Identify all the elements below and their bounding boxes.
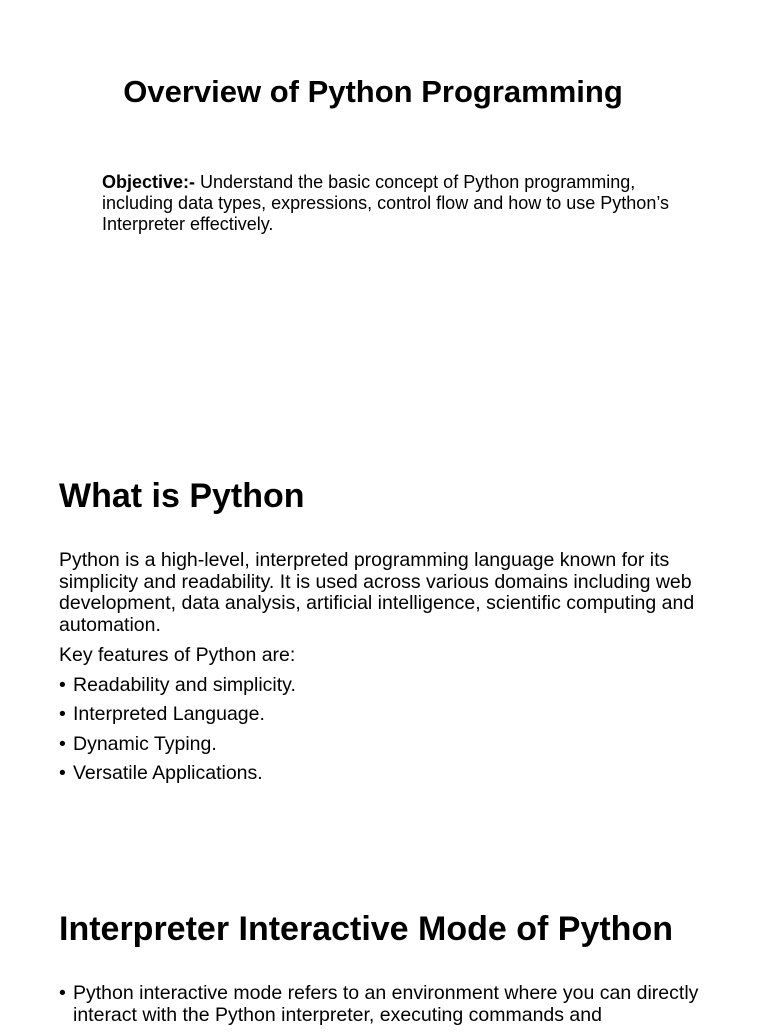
feature-text: Interpreted Language. (73, 703, 265, 726)
feature-text: Dynamic Typing. (73, 732, 217, 755)
interpreter-bullet-text: Python interactive mode refers to an environment where you can directly interact with the Python interpreter, executing commands and (73, 982, 699, 1026)
interpreter-bullet-list (59, 983, 719, 1034)
bullet-icon: • (59, 982, 66, 1004)
bullet-icon: • (59, 674, 66, 696)
list-item (59, 763, 296, 785)
bullet-icon: • (59, 762, 66, 785)
bullet-icon: • (59, 732, 66, 755)
what-is-python-heading: What is Python (59, 477, 305, 515)
interpreter-mode-heading: Interpreter Interactive Mode of Python (59, 910, 673, 948)
feature-text: Readability and simplicity. (73, 674, 296, 696)
bullet-icon: • (59, 703, 66, 726)
key-features-lead: Key features of Python are: (59, 644, 296, 666)
objective-label: Objective:- (102, 172, 196, 192)
python-intro-paragraph: Python is a high-level, interpreted programming language known for its simplicity and readability. It is used across various domains including web development, data analysis, artificial intelligence, scientific computing and automation. (59, 549, 695, 637)
objective-paragraph (102, 172, 682, 235)
objective-text: Understand the basic concept of Python programming, including data types, expressions, control flow and how to use Python’s Interpreter effectively. (102, 172, 669, 234)
feature-text: Versatile Applications. (73, 762, 263, 785)
list-item (59, 734, 296, 756)
list-item (59, 675, 296, 697)
list-item (59, 704, 296, 726)
list-item (59, 983, 719, 1026)
key-features-list (59, 675, 296, 793)
page-title: Overview of Python Programming (123, 74, 623, 109)
